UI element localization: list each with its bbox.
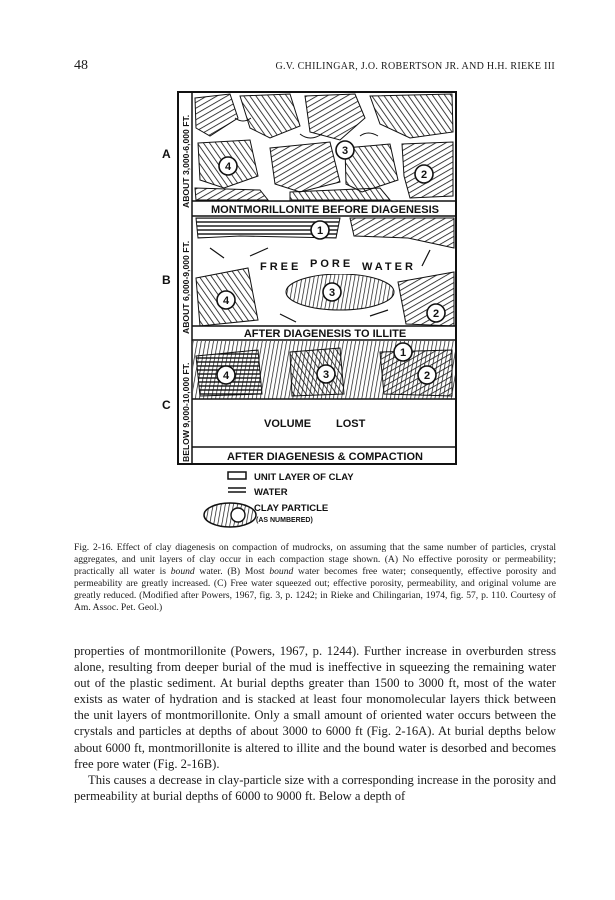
depth-label-a: ABOUT 3,000-6,000 FT. [181, 114, 191, 208]
figure-2-16 [140, 88, 490, 528]
panel-letter-b: B [162, 273, 171, 287]
particle-label: 4 [222, 295, 230, 307]
panel-a-title: MONTMORILLONITE BEFORE DIAGENESIS [211, 204, 439, 216]
panel-letter-a: A [162, 147, 171, 161]
panel-a-graphic [193, 94, 455, 201]
particle-label: 1 [316, 225, 324, 237]
body-text [74, 643, 556, 804]
legend [204, 472, 354, 527]
caption-italic: bound [269, 566, 294, 578]
particle-label: 4 [224, 161, 232, 173]
figure-diagram [140, 88, 490, 528]
particle-label: 3 [322, 369, 330, 381]
clay-particle-swatch [204, 503, 256, 527]
caption-tail: water becomes free water; consequently, effective porosity and permeability are greatly increased. (C) Free water squeezed out; effective porosity, permeability, and original volume are greatly reduced. (Modified after Powers, 1967, fig. 3, p. 1242; in Rieke and Chilingarian, 1974, fig. 57, p. 110. Courtesy of Am. Assoc. Pet. Geol.) [74, 566, 556, 614]
running-head: G.V. CHILINGAR, J.O. ROBERTSON JR. AND H.H. RIEKE III [275, 61, 555, 72]
page-number: 48 [74, 58, 88, 73]
paragraph: This causes a decrease in clay-particle size with a corresponding increase in the porosity and permeability at burial depths of 6000 to 9000 ft. Below a depth of [74, 772, 556, 803]
panel-b-title: AFTER DIAGENESIS TO ILLITE [243, 328, 407, 340]
caption-lead: Fig. 2-16. Effect of clay diagenesis on compaction of mudrocks, on assuming that the same number of particles, crystal aggregates, and unit layers of clay occur in each compaction stage shown. (A) No effective porosity or permeability; practically all water is [74, 542, 556, 578]
particle-label: 2 [432, 308, 440, 320]
particle-label: 2 [420, 169, 428, 181]
particle-label: 3 [328, 287, 336, 299]
particle-label: 4 [222, 370, 230, 382]
legend-unit-layer: UNIT LAYER OF CLAY [254, 472, 354, 483]
particle-label: 3 [341, 145, 349, 157]
free-label: FREE [260, 261, 302, 273]
volume-label: VOLUME [264, 418, 312, 430]
panel-c-title: AFTER DIAGENESIS & COMPACTION [227, 451, 423, 463]
lost-label: LOST [336, 418, 366, 430]
water-label: WATER [362, 261, 416, 273]
figure-caption [74, 542, 556, 615]
panel-letter-c: C [162, 398, 171, 412]
legend-water: WATER [254, 487, 288, 498]
particle-label: 2 [423, 370, 431, 382]
depth-label-c: BELOW 9,000-10,000 FT. [181, 362, 191, 462]
caption-italic: bound [170, 566, 195, 578]
legend-as-numbered: (AS NUMBERED) [256, 517, 313, 524]
depth-label-b: ABOUT 6,000-9,000 FT. [181, 240, 191, 334]
caption-mid: water. (B) Most [194, 566, 270, 578]
unit-layer-swatch [228, 472, 246, 479]
pore-label: PORE [310, 258, 354, 270]
particle-label: 1 [399, 347, 407, 359]
paragraph: properties of montmorillonite (Powers, 1967, p. 1244). Further increase in overburden stress alone, resulting from deeper burial of the mud is ineffective in squeezing the remaining water out of the plastic sediment. At burial depths greater than 1500 to 3000 ft, most of the water exists as water of hydration and is stacked at least four monomolecular layers thick between the unit layers of montmorillonite. Only a small amount of oriented water occurs between the crystals and particles at depths of about 3000 to 6000 ft (Fig. 2-16A). At burial depths below about 6000 ft, montmorillonite is altered to illite and the bound water is desorbed and becomes free pore water (Fig. 2-16B). [74, 644, 556, 771]
legend-clay-particle: CLAY PARTICLE [254, 503, 329, 514]
